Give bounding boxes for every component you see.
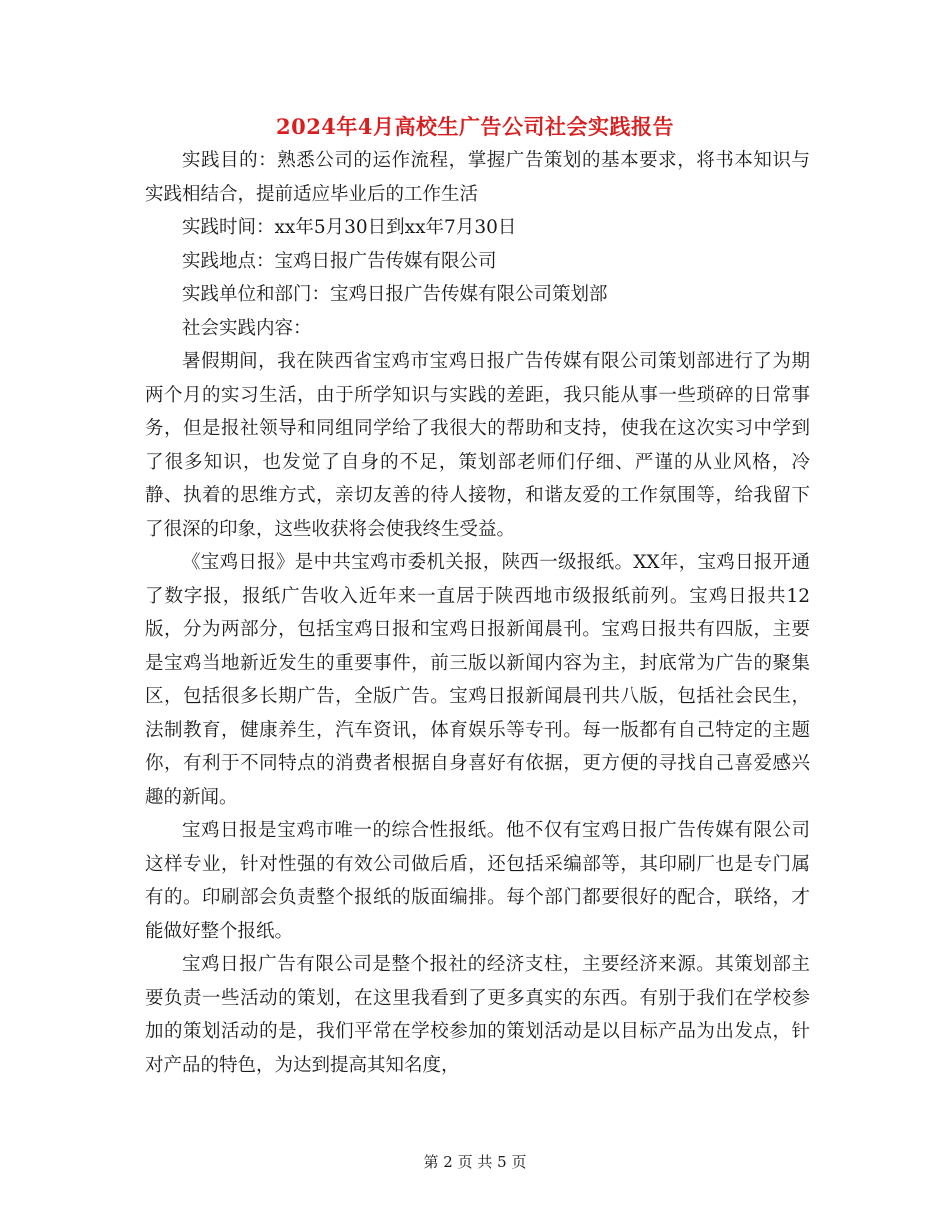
document-title: 2024年4月高校生广告公司社会实践报告 (275, 114, 675, 139)
paragraph-ad-company: 宝鸡日报广告有限公司是整个报社的经济支柱，主要经济来源。其策划部主要负责一些活动的策划，在这里我看到了更多真实的东西。有别于我们在学校参加的策划活动的是，我们平常在学校参加的策划活动是以目标产品为出发点，针对产品的特色，为达到提高其知名度， (145, 954, 810, 1076)
document-body (145, 144, 810, 1082)
paragraph-location: 实践地点：宝鸡日报广告传媒有限公司 (182, 250, 497, 272)
paragraph-time: 实践时间：xx年5月30日到xx年7月30日 (182, 217, 517, 238)
paragraph-newspaper-structure: 宝鸡日报是宝鸡市唯一的综合性报纸。他不仅有宝鸡日报广告传媒有限公司这样专业，针对性强的有效公司做后盾，还包括采编部等，其印刷厂也是专门属有的。印刷部会负责整个报纸的版面编排。每个部门都要很好的配合，联络，才能做好整个报纸。 (145, 820, 810, 942)
paragraph-department: 实践单位和部门：宝鸡日报广告传媒有限公司策划部 (182, 284, 608, 305)
paragraph-newspaper-intro: 《宝鸡日报》是中共宝鸡市委机关报，陕西一级报纸。XX年，宝鸡日报开通了数字报，报纸广告收入近年来一直居于陕西地市级报纸前列。宝鸡日报共12版，分为两部分，包括宝鸡日报和宝鸡日报新闻晨刊。宝鸡日报共有四版，主要是宝鸡当地新近发生的重要事件，前三版以新闻内容为主，封底常为广告的聚集区，包括很多长期广告，全版广告。宝鸡日报新闻晨刊共八版，包括社会民生，法制教育，健康养生，汽车资讯，体育娱乐等专刊。每一版都有自己特定的主题你，有利于不同特点的消费者根据自身喜好有依据，更方便的寻找自己喜爱感兴趣的新闻。 (145, 552, 810, 808)
page-number-footer: 第 2 页 共 5 页 (423, 1153, 527, 1171)
paragraph-summer: 暑假期间，我在陕西省宝鸡市宝鸡日报广告传媒有限公司策划部进行了为期两个月的实习生活，由于所学知识与实践的差距，我只能从事一些琐碎的日常事务，但是报社领导和同组同学给了我很大的帮助和支持，使我在这次实习中学到了很多知识，也发觉了自身的不足，策划部老师们仔细、严谨的从业风格，冷静、执着的思维方式，亲切友善的待人接物，和谐友爱的工作氛围等，给我留下了很深的印象，这些收获将会使我终生受益。 (145, 351, 810, 540)
paragraph-content-heading: 社会实践内容： (182, 317, 312, 339)
paragraph-purpose: 实践目的：熟悉公司的运作流程，掌握广告策划的基本要求，将书本知识与实践相结合，提前适应毕业后的工作生活 (145, 150, 810, 205)
